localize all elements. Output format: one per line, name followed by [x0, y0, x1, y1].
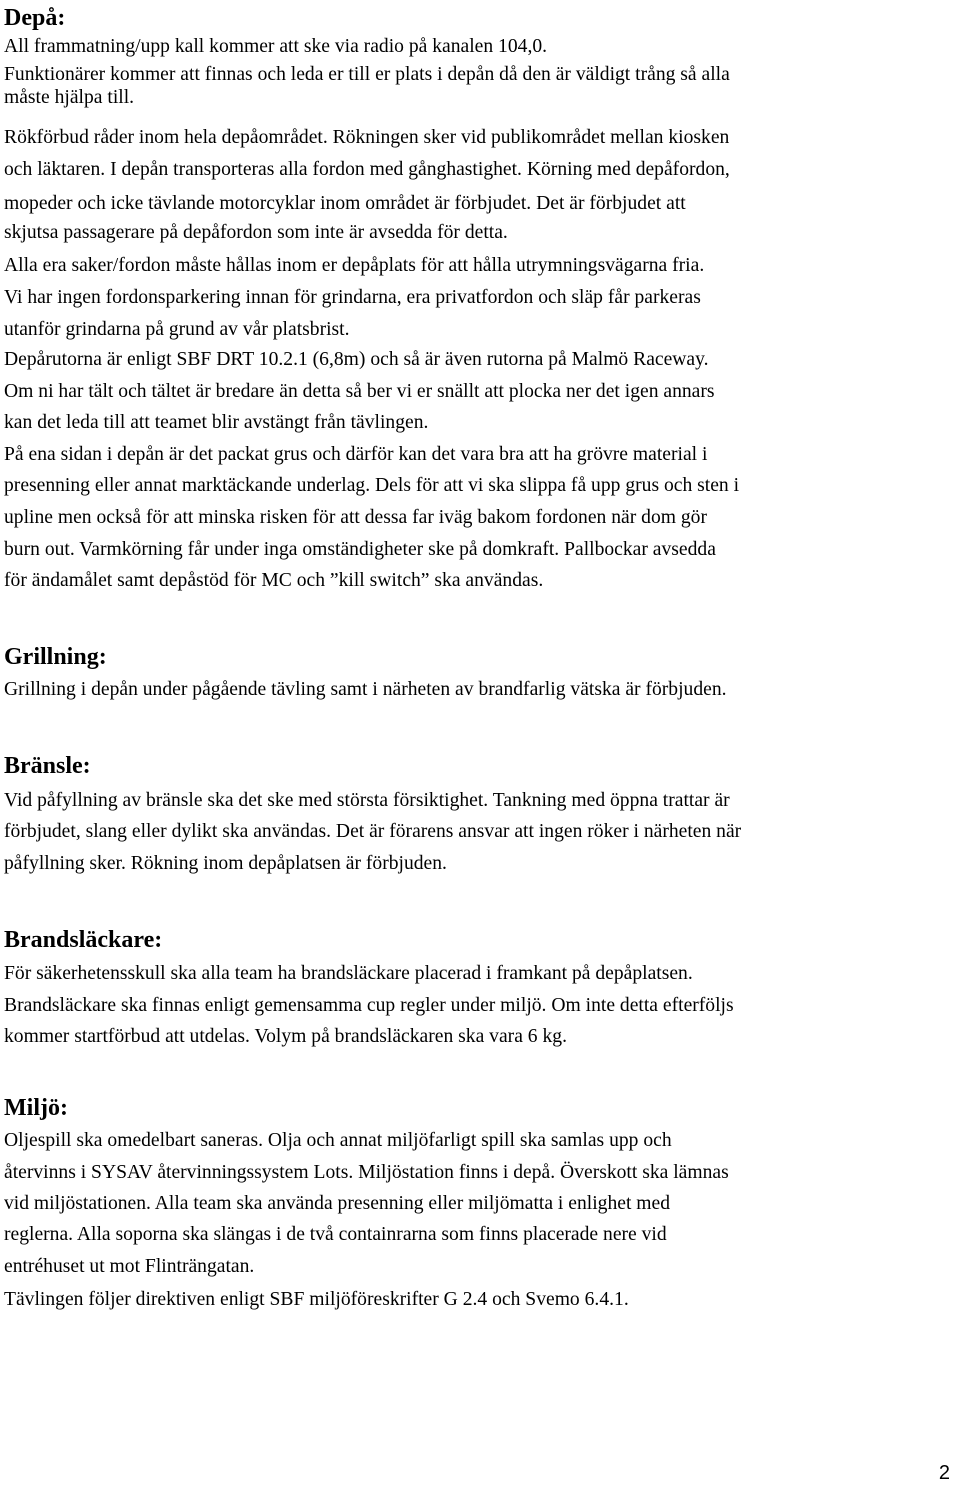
depa-line-9: Vi har ingen fordonsparkering innan för grindarna, era privatfordon och släp får parkeras — [4, 287, 701, 308]
miljo-line-2: återvinns i SYSAV återvinningssystem Lots. Miljöstation finns i depå. Överskott ska lämnas — [4, 1162, 729, 1183]
heading-miljo: Miljö: — [4, 1095, 68, 1121]
miljo-line-3: vid miljöstationen. Alla team ska använda presenning eller miljömatta i enlighet med — [4, 1193, 671, 1214]
depa-line-18: för ändamålet samt depåstöd för MC och ”kill switch” ska användas. — [4, 570, 544, 591]
depa-line-2: Funktionärer kommer att finnas och leda er till er plats i depån då den är väldigt trång så alla — [4, 64, 730, 85]
brandslackare-line-2: Brandsläckare ska finnas enligt gemensamma cup regler under miljö. Om inte detta efterföljs — [4, 995, 734, 1016]
depa-line-8: Alla era saker/fordon måste hållas inom er depåplats för att hålla utrymningsvägarna fria. — [4, 255, 705, 276]
bransle-line-1: Vid påfyllning av bränsle ska det ske med största försiktighet. Tankning med öppna trattar är — [4, 790, 730, 811]
bransle-line-3: påfyllning sker. Rökning inom depåplatsen är förbjuden. — [4, 853, 447, 874]
miljo-line-4: reglerna. Alla soporna ska slängas i de två containrarna som finns placerade nere vid — [4, 1224, 667, 1245]
depa-line-1: All frammatning/upp kall kommer att ske via radio på kanalen 104,0. — [4, 36, 548, 57]
depa-line-7: skjutsa passagerare på depåfordon som inte är avsedda för detta. — [4, 222, 508, 243]
heading-brandslackare: Brandsläckare: — [4, 927, 163, 953]
heading-depa: Depå: — [4, 5, 66, 31]
depa-line-16: upline men också för att minska risken för att dessa far iväg bakom fordonen när dom gör — [4, 507, 707, 528]
depa-line-5: och läktaren. I depån transporteras alla fordon med gånghastighet. Körning med depåfordon, — [4, 159, 730, 180]
depa-line-11: Depårutorna är enligt SBF DRT 10.2.1 (6,8m) och så är även rutorna på Malmö Raceway. — [4, 349, 709, 370]
brandslackare-line-3: kommer startförbud att utdelas. Volym på brandsläckaren ska vara 6 kg. — [4, 1026, 567, 1047]
bransle-line-2: förbjudet, slang eller dylikt ska användas. Det är förarens ansvar att ingen röker i närheten när — [4, 821, 742, 842]
grillning-line-1: Grillning i depån under pågående tävling samt i närheten av brandfarlig vätska är förbjuden. — [4, 679, 727, 700]
brandslackare-line-1: För säkerhetensskull ska alla team ha brandsläckare placerad i framkant på depåplatsen. — [4, 963, 693, 984]
page-number: 2 — [938, 1462, 950, 1484]
depa-line-3: måste hjälpa till. — [4, 87, 135, 108]
depa-line-12: Om ni har tält och tältet är bredare än detta så ber vi er snällt att plocka ner det igen annars — [4, 381, 715, 402]
heading-bransle: Bränsle: — [4, 753, 91, 779]
depa-line-15: presenning eller annat marktäckande underlag. Dels för att vi ska slippa få upp grus och sten i — [4, 475, 740, 496]
miljo-line-5: entréhuset ut mot Flinträngatan. — [4, 1256, 255, 1277]
depa-line-17: burn out. Varmkörning får under inga omständigheter ske på domkraft. Pallbockar avsedda — [4, 539, 716, 560]
depa-line-10: utanför grindarna på grund av vår platsbrist. — [4, 319, 350, 340]
miljo-line-1: Oljespill ska omedelbart saneras. Olja och annat miljöfarligt spill ska samlas upp och — [4, 1130, 672, 1151]
depa-line-6: mopeder och icke tävlande motorcyklar inom området är förbjudet. Det är förbjudet att — [4, 193, 686, 214]
depa-line-14: På ena sidan i depån är det packat grus och därför kan det vara bra att ha grövre material i — [4, 444, 708, 465]
miljo-line-6: Tävlingen följer direktiven enligt SBF miljöföreskrifter G 2.4 och Svemo 6.4.1. — [4, 1289, 629, 1310]
heading-grillning: Grillning: — [4, 644, 107, 670]
depa-line-13: kan det leda till att teamet blir avstängt från tävlingen. — [4, 412, 429, 433]
depa-line-4: Rökförbud råder inom hela depåområdet. Rökningen sker vid publikområdet mellan kiosken — [4, 127, 730, 148]
